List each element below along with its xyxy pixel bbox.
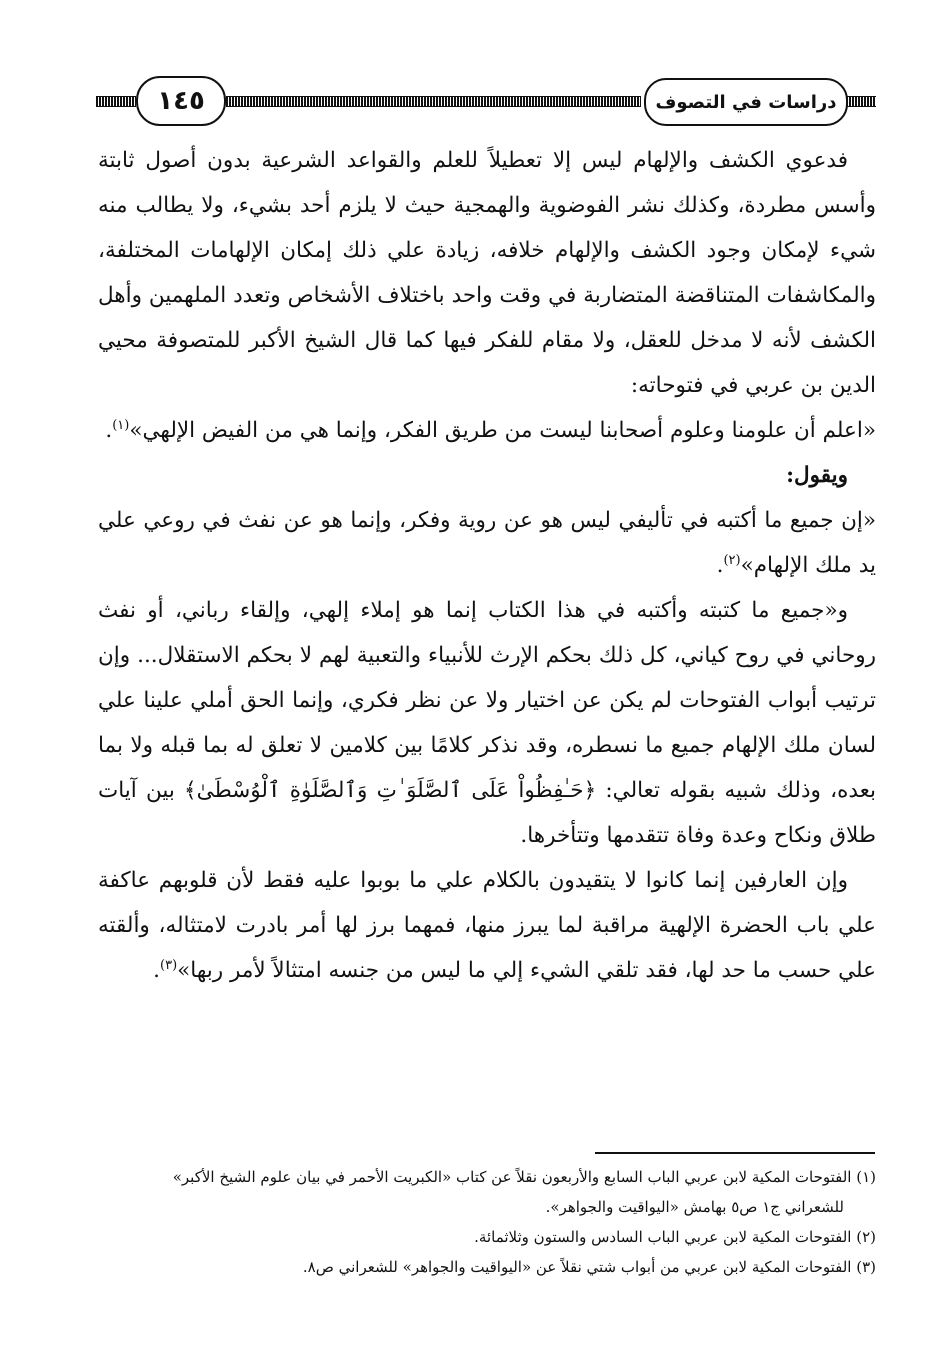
footnote-ref: (٣) xyxy=(160,957,178,973)
page-header xyxy=(96,72,876,128)
footnote-1-continuation: للشعراني ج١ ص٥ بهامش «اليواقيت والجواهر». xyxy=(545,1198,844,1216)
quote-end: . xyxy=(716,553,724,578)
footnote-2: (٢) الفتوحات المكية لابن عربي الباب السادس والستون وثلاثمائة. xyxy=(474,1228,876,1246)
paragraph-end: . xyxy=(153,958,160,983)
footnote-ref: (٢) xyxy=(723,552,741,568)
footnote-separator xyxy=(595,1152,875,1154)
quotation xyxy=(98,408,876,453)
footnote-3: (٣) الفتوحات المكية لابن عربي من أبواب شتي نقلاً عن «اليواقيت والجواهر» للشعراني ص٨. xyxy=(302,1258,876,1276)
quote-text: «إن جميع ما أكتبه في تأليفي ليس هو عن روية وفكر، وإنما هو عن نفث في روعي علي يد ملك الإلهام» xyxy=(98,508,876,578)
quotation xyxy=(98,498,876,588)
paragraph: فدعوي الكشف والإلهام ليس إلا تعطيلاً للعلم والقواعد الشرعية بدون أصول ثابتة وأسس مطردة، وكذلك نشر الفوضوية والهمجية حيث لا يلزم أحد بشيء، ولا يطالب منه شيء لإمكان وجود الكشف والإلهام خلافه، زيادة علي ذلك إمكان الإلهامات المختلفة، والمكاشفات المتناقضة المتضاربة في وقت واحد باختلاف الأشخاص وتعدد الملهمين وأهل الكشف لأنه لا مدخل للعقل، ولا مقام للفكر فيها كما قال الشيخ الأكبر للمتصوفة محيي الدين بن عربي في فتوحاته: xyxy=(98,148,876,398)
running-title: دراسات في التصوف xyxy=(644,78,848,126)
footnote-ref: (١) xyxy=(112,417,130,433)
quote-end: . xyxy=(105,418,113,443)
footnotes xyxy=(98,1162,876,1282)
subheading: ويقول: xyxy=(786,463,848,488)
paragraph xyxy=(98,858,876,993)
header-ornament-rule xyxy=(846,96,876,107)
paragraph: و«جميع ما كتبته وأكتبه في هذا الكتاب إنما هو إملاء إلهي، وإلقاء رباني، أو نفث روحاني في روح كياني، كل ذلك بحكم الإرث للأنبياء والتعبية لهم لا بحكم الاستقلال... وإن ترتيب أبواب الفتوحات لم يكن عن اختيار ولا عن نظر فكري، وإنما الحق أملي علينا علي لسان ملك الإلهام جميع ما نسطره، وقد نذكر كلامًا بين كلامين لا تعلق له بما قبله ولا بما بعده، وذلك شبيه بقوله تعالي: ﴿حَـٰفِظُواْ عَلَى ٱلصَّلَوَ ٰتِ وَٱلصَّلَوٰةِ ٱلْوُسْطَىٰ﴾ بين آيات طلاق ونكاح وعدة وفاة تتقدمها وتتأخرها. xyxy=(98,598,876,848)
header-ornament-rule xyxy=(226,96,641,107)
footnote-1: (١) الفتوحات المكية لابن عربي الباب السابع والأربعون نقلاً عن كتاب «الكبريت الأحمر في بيان علوم الشيخ الأكبر» xyxy=(172,1168,876,1186)
paragraph-text: وإن العارفين إنما كانوا لا يتقيدون بالكلام علي ما بوبوا عليه فقط لأن قلوبهم عاكفة علي باب الحضرة الإلهية مراقبة لما يبرز منها، فمهما برز لها أمر بادرت لامتثاله، وألقته علي حسب ما حد لها، فقد تلقي الشيء إلي ما ليس من جنسه امتثالاً لأمر ربها» xyxy=(98,868,876,983)
main-text xyxy=(98,138,876,993)
header-ornament-rule xyxy=(96,96,136,107)
quote-text: «اعلم أن علومنا وعلوم أصحابنا ليست من طريق الفكر، وإنما هي من الفيض الإلهي» xyxy=(129,418,876,443)
page-number: ١٤٥ xyxy=(136,76,226,126)
